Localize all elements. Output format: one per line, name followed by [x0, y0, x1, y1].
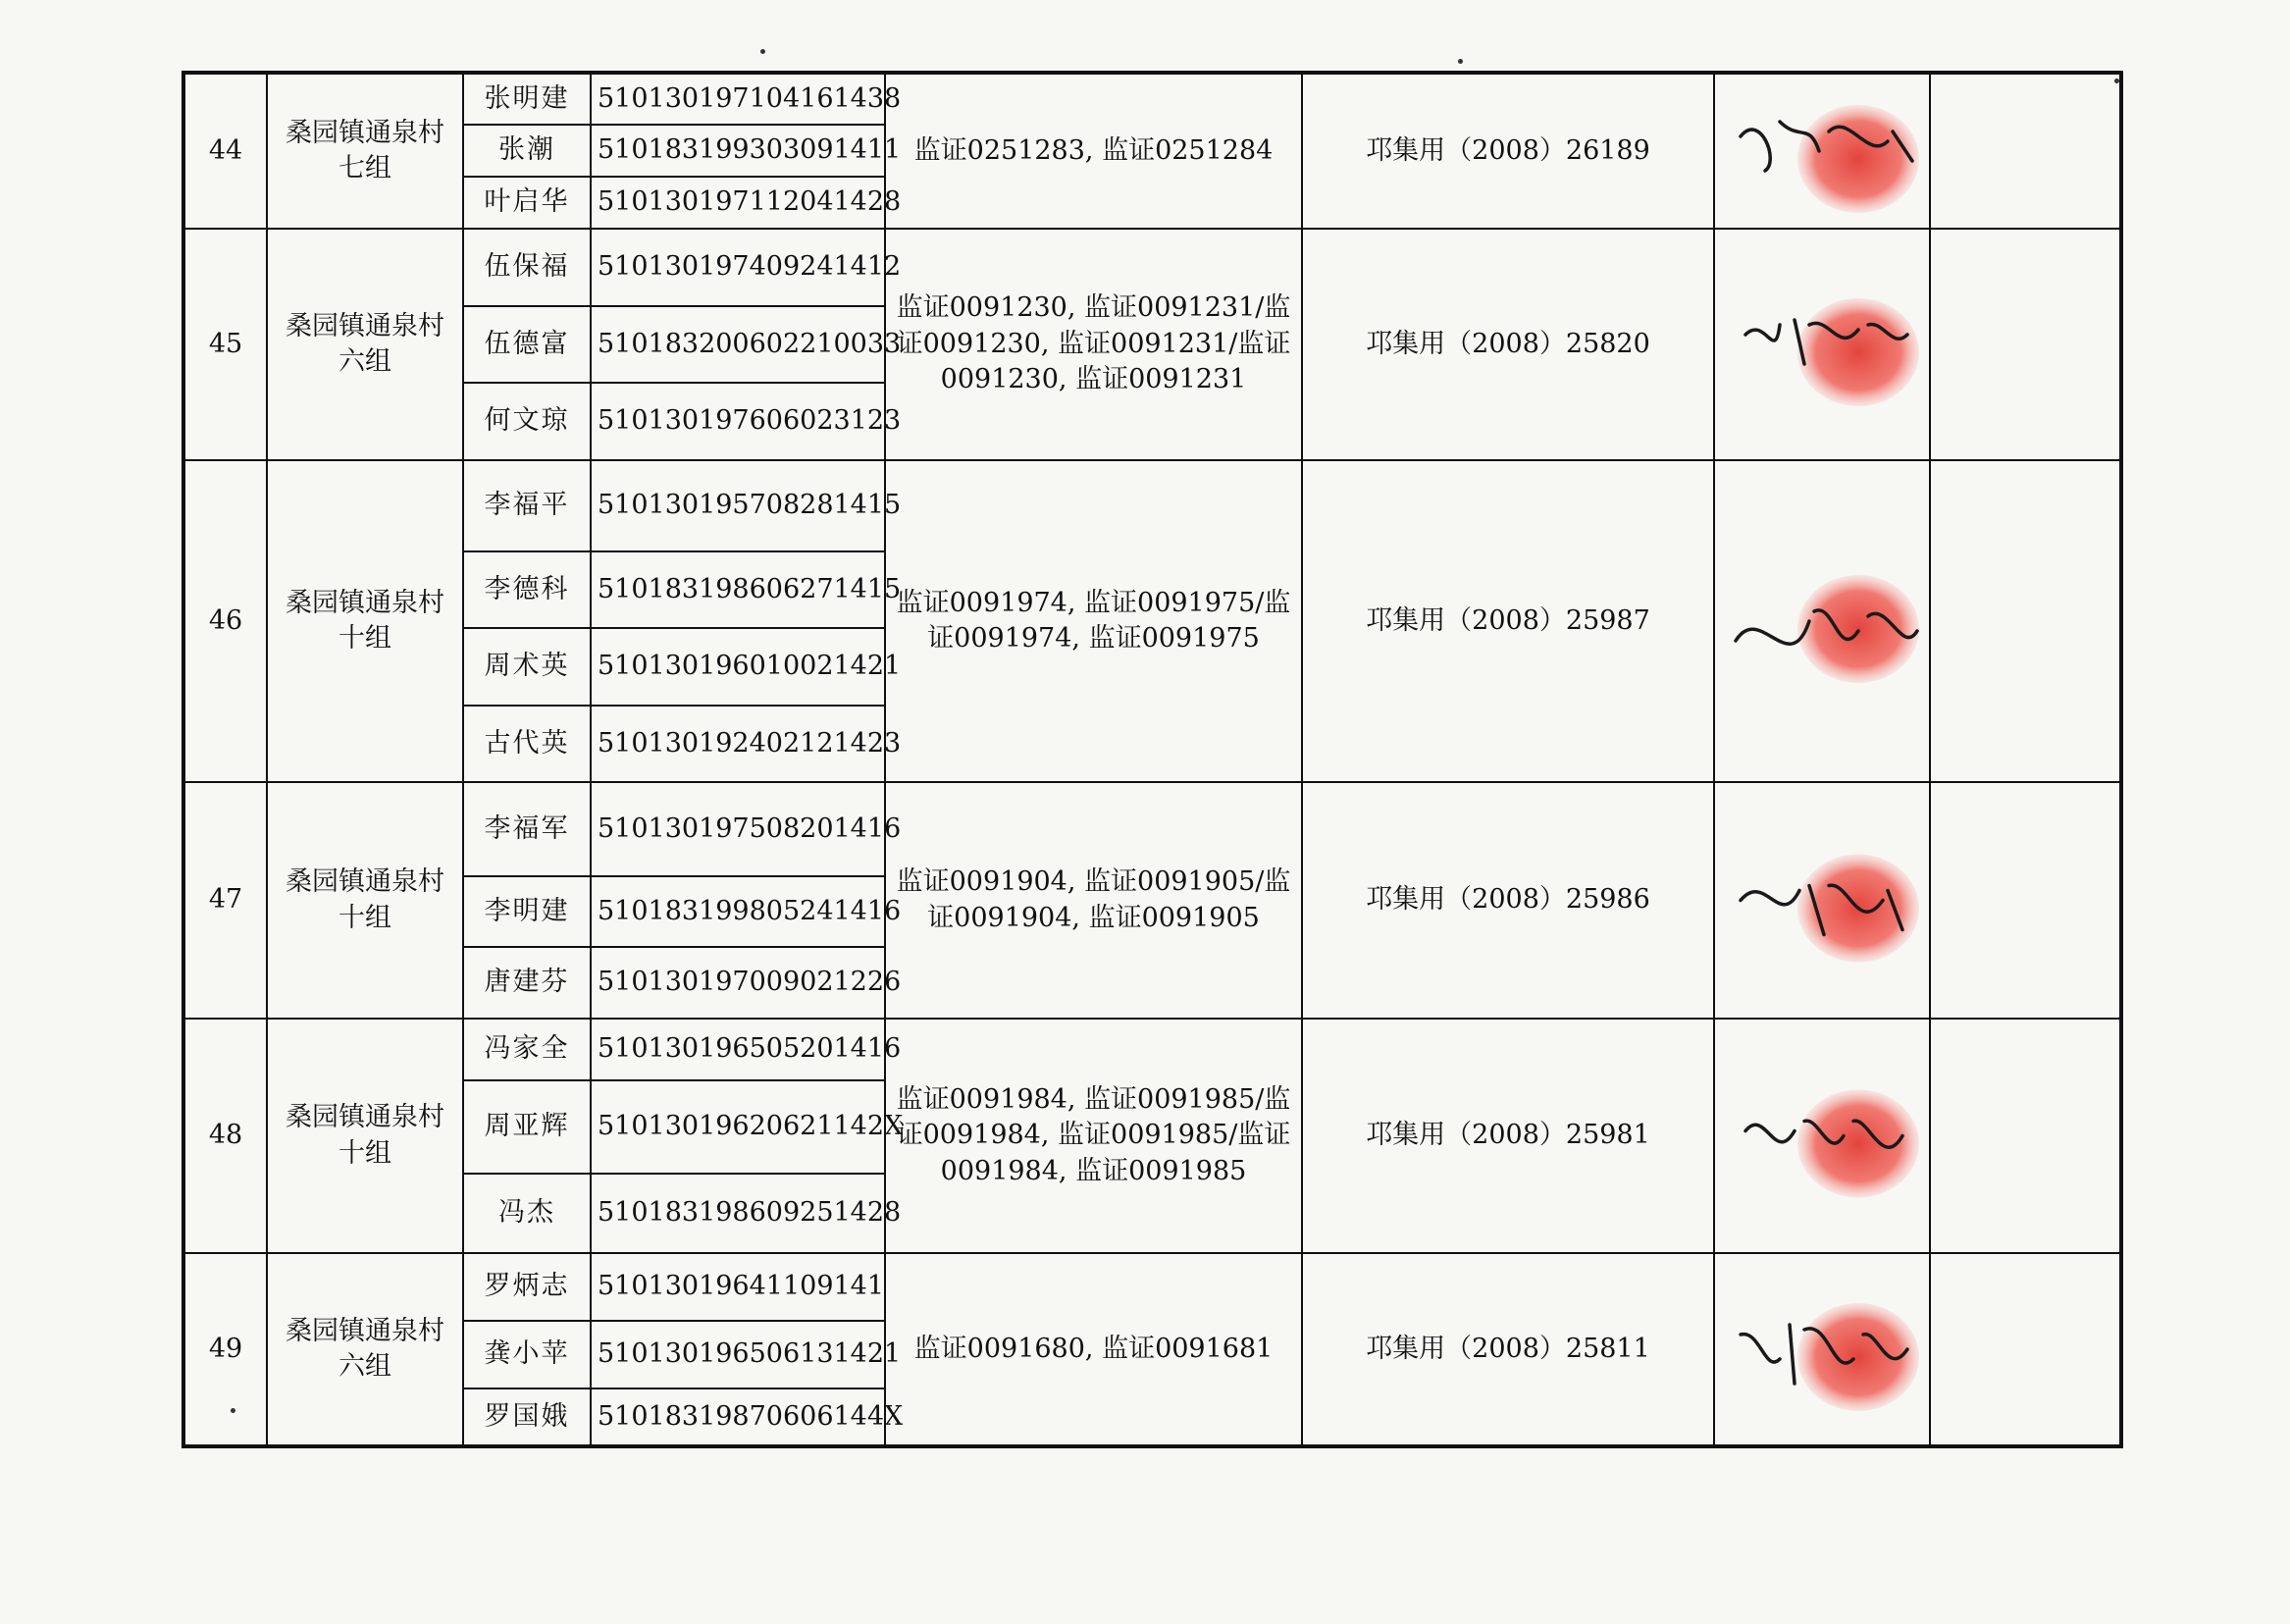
id-number: 51013019641109141 — [591, 1253, 885, 1321]
table-row — [183, 73, 2121, 125]
person-name: 龚小苹 — [463, 1321, 591, 1388]
person-name: 古代英 — [463, 706, 591, 783]
person-name: 罗国娥 — [463, 1388, 591, 1446]
certificate-line: 证0091984, 监证0091985/监证 — [896, 1120, 1291, 1151]
row-index: 47 — [183, 782, 267, 1019]
id-number: 510130192402121423 — [591, 706, 885, 783]
signature-cell — [1714, 782, 1930, 1019]
id-number: 510130197104161438 — [591, 73, 885, 125]
table-row — [183, 229, 2121, 306]
signature-cell — [1714, 1019, 1930, 1253]
id-number: 510183198609251428 — [591, 1174, 885, 1253]
person-name: 周亚辉 — [463, 1080, 591, 1175]
id-number: 510183199805241416 — [591, 876, 885, 948]
person-name: 唐建芬 — [463, 947, 591, 1019]
id-number: 51013019620621142X — [591, 1080, 885, 1175]
scan-speck — [1458, 59, 1463, 64]
person-name: 张潮 — [463, 125, 591, 177]
certificate-line: 证0091974, 监证0091975 — [927, 623, 1260, 654]
remarks-cell — [1930, 1253, 2121, 1446]
person-name: 张明建 — [463, 73, 591, 125]
red-fingerprint — [1797, 298, 1919, 406]
table-row — [183, 1019, 2121, 1080]
certificate-numbers — [885, 1253, 1302, 1446]
address-line: 桑园镇通泉村 — [286, 587, 444, 618]
table-row — [183, 782, 2121, 876]
signature-with-fingerprint — [1721, 1020, 1930, 1252]
signature-with-fingerprint — [1721, 230, 1930, 459]
red-fingerprint — [1797, 575, 1919, 683]
certificate-line: 证0091230, 监证0091231/监证 — [896, 328, 1291, 359]
land-use-number: 邛集用（2008）25811 — [1302, 1253, 1714, 1446]
id-number: 510130197508201416 — [591, 782, 885, 876]
table-body — [183, 73, 2121, 1446]
person-name: 冯家全 — [463, 1019, 591, 1080]
signature-with-fingerprint — [1721, 75, 1930, 228]
address-line: 桑园镇通泉村 — [286, 866, 444, 898]
person-name: 何文琼 — [463, 383, 591, 460]
remarks-cell — [1930, 73, 2121, 229]
address-cell — [267, 1253, 463, 1446]
certificate-line: 监证0091230, 监证0091231/监 — [896, 292, 1291, 324]
land-use-number: 邛集用（2008）25981 — [1302, 1019, 1714, 1253]
address-line: 十组 — [338, 1137, 391, 1169]
person-name: 罗炳志 — [463, 1253, 591, 1321]
signature-with-fingerprint — [1721, 783, 1930, 1018]
person-name: 李德科 — [463, 551, 591, 628]
row-index: 48 — [183, 1019, 267, 1253]
remarks-cell — [1930, 229, 2121, 460]
land-use-number: 邛集用（2008）25986 — [1302, 782, 1714, 1019]
table-row — [183, 460, 2121, 551]
table-row — [183, 1253, 2121, 1321]
certificate-line: 监证0091974, 监证0091975/监 — [896, 587, 1291, 618]
land-use-number: 邛集用（2008）25987 — [1302, 460, 1714, 782]
id-number: 510130197112041428 — [591, 177, 885, 229]
address-line: 桑园镇通泉村 — [286, 310, 444, 341]
row-index: 49 — [183, 1253, 267, 1446]
address-line: 十组 — [338, 623, 391, 654]
address-line: 桑园镇通泉村 — [286, 1315, 444, 1346]
certificate-line: 监证0251283, 监证0251284 — [913, 134, 1274, 166]
address-cell — [267, 229, 463, 460]
person-name: 叶启华 — [463, 177, 591, 229]
address-line: 桑园镇通泉村 — [286, 117, 444, 148]
land-certificate-register-table — [182, 71, 2123, 1448]
land-use-number: 邛集用（2008）25820 — [1302, 229, 1714, 460]
person-name: 李福平 — [463, 460, 591, 551]
address-cell — [267, 73, 463, 229]
certificate-numbers — [885, 782, 1302, 1019]
person-name: 李明建 — [463, 876, 591, 948]
certificate-line: 0091984, 监证0091985 — [940, 1155, 1247, 1186]
person-name: 李福军 — [463, 782, 591, 876]
certificate-numbers — [885, 1019, 1302, 1253]
signature-cell — [1714, 73, 1930, 229]
id-number: 510130196010021421 — [591, 628, 885, 705]
person-name: 周术英 — [463, 628, 591, 705]
person-name: 伍德富 — [463, 306, 591, 384]
certificate-numbers — [885, 229, 1302, 460]
id-number: 510130197009021226 — [591, 947, 885, 1019]
red-fingerprint — [1797, 1090, 1919, 1198]
certificate-line: 监证0091904, 监证0091905/监 — [896, 866, 1291, 898]
certificate-line: 监证0091680, 监证0091681 — [913, 1333, 1274, 1364]
certificate-numbers — [885, 460, 1302, 782]
person-name: 伍保福 — [463, 229, 591, 306]
id-number: 510130197409241412 — [591, 229, 885, 306]
id-number: 510130196505201416 — [591, 1019, 885, 1080]
id-number: 510183198606271415 — [591, 551, 885, 628]
signature-cell — [1714, 460, 1930, 782]
land-use-number: 邛集用（2008）26189 — [1302, 73, 1714, 229]
address-line: 六组 — [338, 1351, 391, 1382]
person-name: 冯杰 — [463, 1174, 591, 1253]
id-number: 510130197606023123 — [591, 383, 885, 460]
certificate-line: 证0091904, 监证0091905 — [927, 902, 1260, 933]
red-fingerprint — [1797, 105, 1919, 213]
address-cell — [267, 782, 463, 1019]
certificate-line: 0091230, 监证0091231 — [940, 364, 1247, 395]
signature-cell — [1714, 229, 1930, 460]
scan-speck — [760, 49, 765, 54]
address-cell — [267, 460, 463, 782]
signature-with-fingerprint — [1721, 1254, 1930, 1444]
row-index: 44 — [183, 73, 267, 229]
id-number: 51018319870606144X — [591, 1388, 885, 1446]
id-number: 510130195708281415 — [591, 460, 885, 551]
remarks-cell — [1930, 782, 2121, 1019]
row-index: 45 — [183, 229, 267, 460]
address-line: 七组 — [338, 153, 391, 183]
id-number: 510183199303091411 — [591, 125, 885, 177]
signature-with-fingerprint — [1721, 461, 1930, 781]
certificate-numbers — [885, 73, 1302, 229]
remarks-cell — [1930, 1019, 2121, 1253]
address-cell — [267, 1019, 463, 1253]
id-number: 510183200602210033 — [591, 306, 885, 384]
address-line: 十组 — [338, 902, 391, 933]
signature-cell — [1714, 1253, 1930, 1446]
address-line: 六组 — [338, 346, 391, 377]
row-index: 46 — [183, 460, 267, 782]
address-line: 桑园镇通泉村 — [286, 1102, 444, 1133]
remarks-cell — [1930, 460, 2121, 782]
certificate-line: 监证0091984, 监证0091985/监 — [896, 1083, 1291, 1115]
id-number: 510130196506131421 — [591, 1321, 885, 1388]
